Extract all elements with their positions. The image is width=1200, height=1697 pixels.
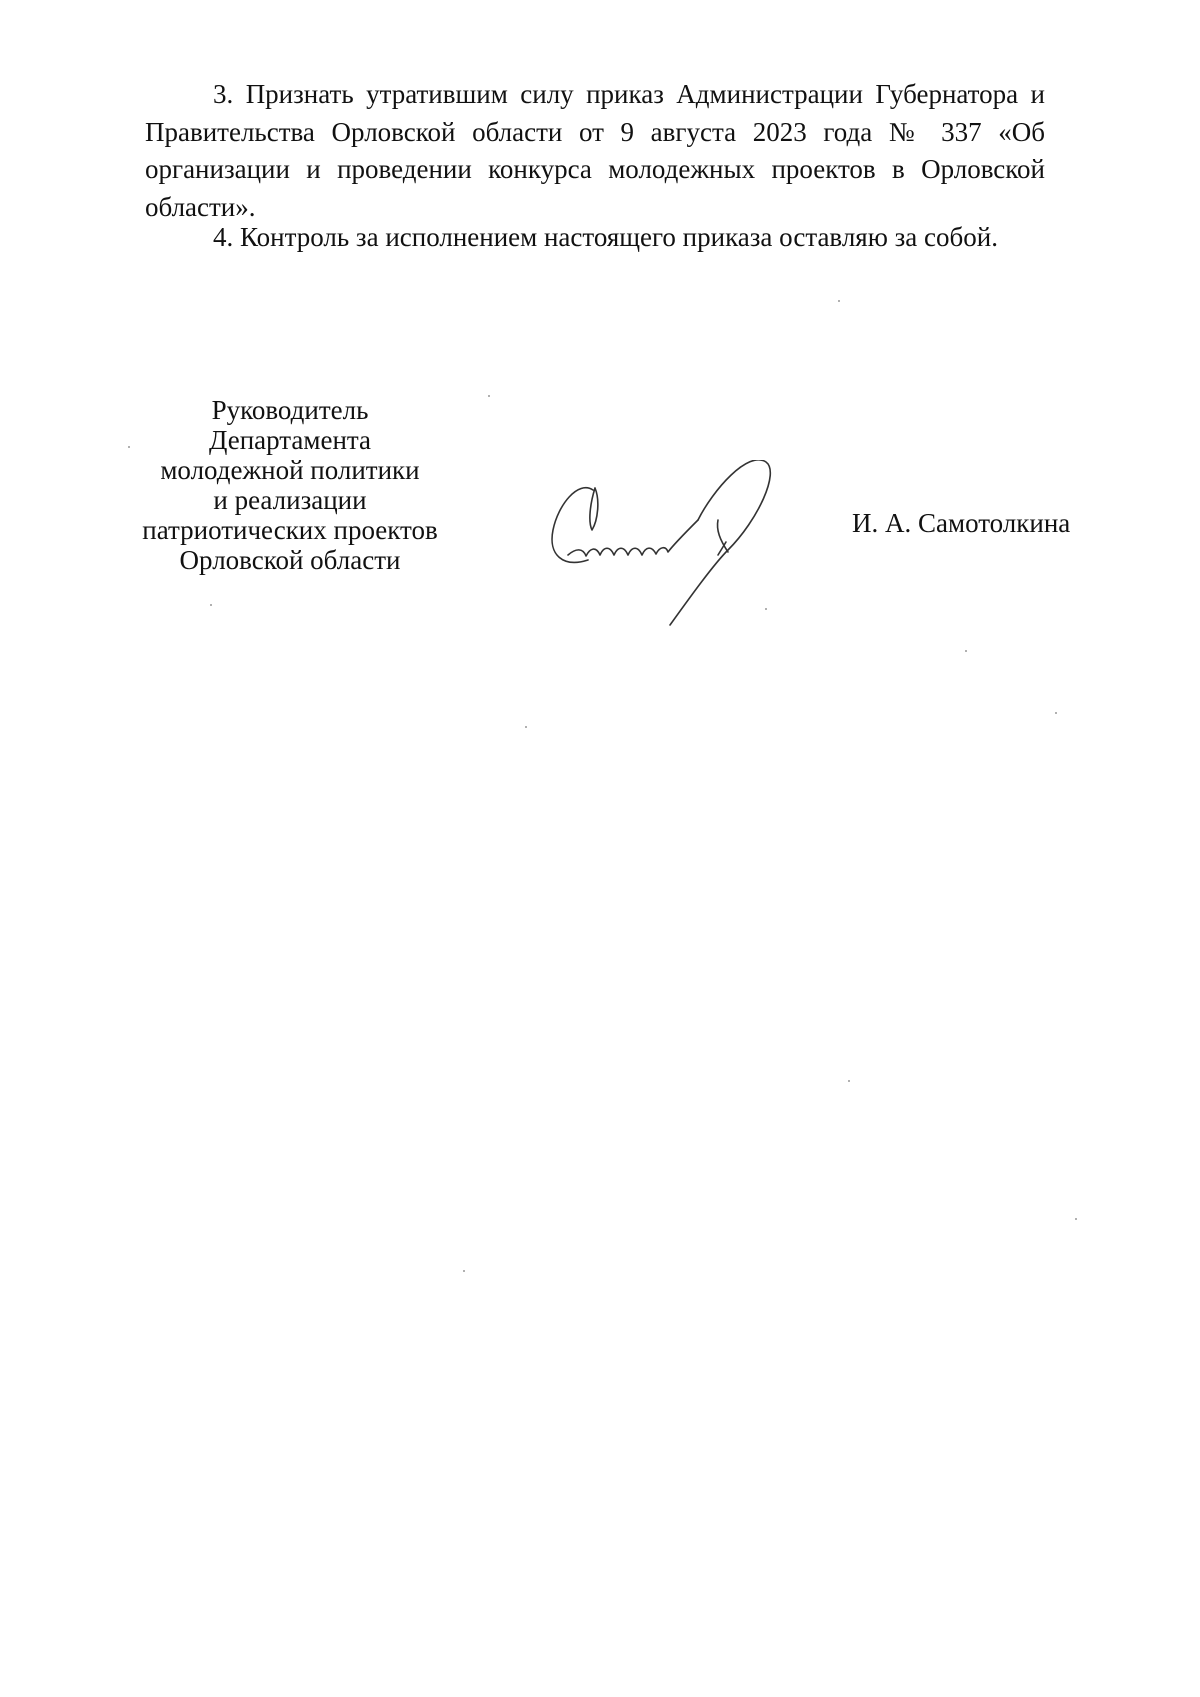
scan-speck	[1075, 1218, 1077, 1220]
scan-speck	[525, 726, 527, 728]
paragraph-3	[145, 76, 1045, 226]
position-line: Департамента	[208, 425, 372, 455]
scan-speck	[488, 395, 490, 397]
paragraph-3-text: 3. Признать утратившим силу приказ Администрации Губернатора и Правительства Орловской области от 9 августа 2023 года № 337 «Об организации и проведении конкурса молодежных проектов в Орловской области».	[145, 79, 1045, 222]
signer-name: И. А. Самотолкина	[852, 508, 1071, 538]
scan-speck	[848, 1080, 850, 1082]
position-line: и реализации	[213, 485, 367, 515]
scan-speck	[463, 1270, 465, 1272]
signer-position	[140, 395, 440, 575]
scan-speck	[1055, 712, 1057, 714]
position-line: Руководитель	[211, 395, 369, 425]
handwritten-signature-icon	[548, 460, 798, 670]
paragraph-4	[145, 219, 1045, 257]
scan-speck	[128, 446, 130, 448]
scan-speck	[965, 650, 967, 652]
scan-speck	[210, 604, 212, 606]
position-line: Орловской области	[179, 545, 401, 575]
position-line: патриотических проектов	[142, 515, 438, 545]
paragraph-4-text: 4. Контроль за исполнением настоящего приказа оставляю за собой.	[213, 222, 998, 252]
position-line: молодежной политики	[160, 455, 420, 485]
scan-speck	[838, 300, 840, 302]
scan-speck	[765, 608, 767, 610]
